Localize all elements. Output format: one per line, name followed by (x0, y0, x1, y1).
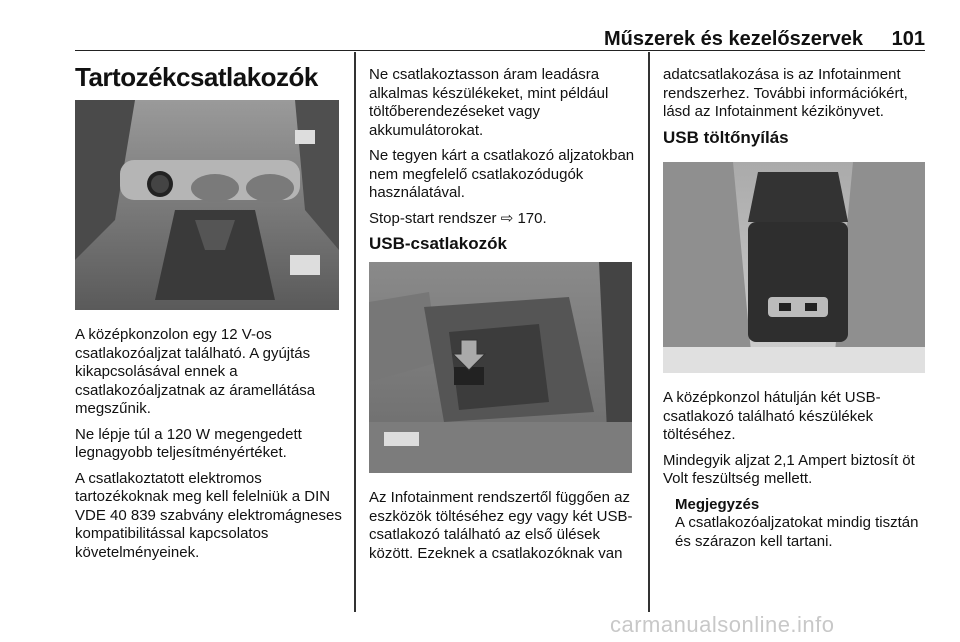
section-title: Műszerek és kezelőszervek (603, 28, 863, 50)
stop-start-reference: Stop-start rendszer ⇨ 170. (369, 209, 547, 227)
paragraph: A csatlakoztatott elektromos tartozékoknak meg kell felelniük a DIN VDE 40 839 szabvány elektromágneses kompatibilitással kapcsolatos követelményeinek. (75, 469, 342, 561)
column-3-text (663, 66, 927, 159)
heading-accessory-sockets: Tartozékcsatlakozók (75, 62, 318, 92)
column-1-text (75, 326, 343, 569)
paragraph: Mindegyik aljzat 2,1 Ampert biztosít öt Volt feszültség mellett. (663, 451, 915, 487)
paragraph: A középkonzol hátulján két USB-csatlakozó található készülékek töltéséhez. (663, 389, 881, 443)
column-2-text (369, 66, 641, 266)
page-number: 101 (891, 28, 925, 50)
heading-usb-charging: USB töltőnyílás (663, 127, 789, 147)
note-body: A csatlakozóaljzatokat mindig tisztán és szárazon kell tartani. (675, 514, 919, 550)
watermark: carmanualsonline.info (610, 612, 835, 637)
page-header (75, 26, 925, 51)
paragraph: A középkonzolon egy 12 V-os csatlakozóaljzat található. A gyújtás kikapcsolásával ennek a csatlakozóaljzatnak az áramellátása megszűnik. (75, 326, 316, 417)
column-3-bottom-text (663, 389, 929, 551)
column-divider-2 (648, 52, 650, 612)
note-title: Megjegyzés (675, 495, 760, 513)
image-power-outlet (75, 100, 339, 310)
image-rear-usb-ports (663, 162, 925, 373)
paragraph: Ne lépje túl a 120 W megengedett legnagyobb teljesítményértéket. (75, 425, 302, 461)
paragraph: Az Infotainment rendszertől függően az eszközök töltéséhez egy vagy két USB-csatlakozó található az első ülések között. Ezeknek a csatlakozóknak van (369, 489, 633, 562)
paragraph: Ne tegyen kárt a csatlakozó aljzatokban nem megfelelő csatlakozódugók használatával. (369, 147, 635, 201)
image-usb-socket (369, 262, 632, 473)
paragraph: Ne csatlakoztasson áram leadásra alkalmas készülékeket, mint például töltőberendezéseket vagy akkumulátorokat. (369, 66, 609, 139)
column-divider-1 (354, 52, 356, 612)
paragraph: adatcsatlakozása is az Infotainment rendszerhez. További információkért, lásd az Infotainment kézikönyvet. (663, 66, 908, 120)
column-2-bottom-text (369, 489, 641, 570)
heading-usb-sockets: USB-csatlakozók (369, 234, 507, 253)
